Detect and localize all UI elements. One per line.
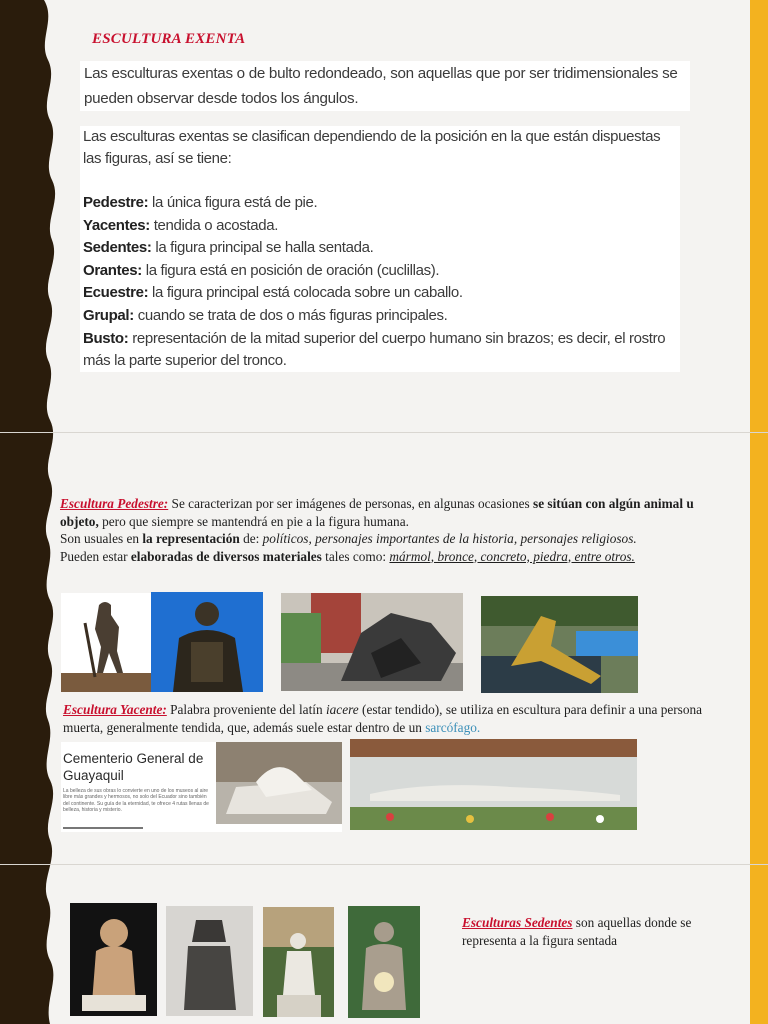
buddha-statue-image xyxy=(348,906,420,1018)
classification-item: Yacentes: tendida o acostada. xyxy=(83,216,279,234)
slide-divider xyxy=(0,432,768,433)
seated-scribe-image xyxy=(70,903,157,1016)
bolivar-statue-image xyxy=(151,592,263,692)
classification-box xyxy=(80,126,680,372)
right-accent-band xyxy=(750,0,768,1024)
yacente-heading: Escultura Yacente: xyxy=(63,702,167,717)
classification-item: Pedestre: la única figura está de pie. xyxy=(83,194,318,211)
pedestre-statue-image xyxy=(61,593,151,692)
moses-statue-image xyxy=(263,907,334,1017)
left-decorative-band xyxy=(0,0,62,1024)
pedestre-heading: Escultura Pedestre: xyxy=(60,496,169,511)
classification-item: Sedentes: la figura principal se halla sentada. xyxy=(83,239,374,257)
sedentes-paragraph: Esculturas Sedentes son aquellas donde se representa a la figura sentada xyxy=(462,915,692,948)
cementerio-caption: La belleza de sus obras lo convierte en uno de los museos al aire libre más grandes y hermosos, no solo del Ecuador sino también del continente. Su guía de la eternidad, te ofrece 4 rutas llenas de belleza, historia y misterio. xyxy=(63,788,209,814)
monument-group-image xyxy=(281,593,463,691)
cementerio-card xyxy=(61,742,342,832)
pedestre-paragraph: Escultura Pedestre: Se caracterizan por ser imágenes de personas, en algunas ocasiones se sitúan con algún animal u objeto, pero que siempre se mantendrá en pie a la figura humana. Son usuales en la representación de: políticos, personajes importantes de la historia, personajes religiosos. Pueden estar elaboradas de diversos materiales tales como: mármol, bronce, concreto, piedra, entre otros. xyxy=(60,496,694,564)
classification-item: Busto: representación de la mitad superior del cuerpo humano sin brazos; es decir, el rostro más la parte superior del tronco. xyxy=(83,329,666,370)
page-title: ESCULTURA EXENTA xyxy=(92,31,246,47)
cementerio-title: Cementerio General de Guayaquil xyxy=(63,751,204,783)
definition-text: Las esculturas exentas o de bulto redondeado, son aquellas que por ser tridimensionales se pueden observar desde todos los ángulos. xyxy=(84,65,678,107)
classification-intro: Las esculturas exentas se clasifican dependiendo de la posición en la que están dispuestas las figuras, así se tiene: xyxy=(83,128,661,167)
classification-item: Grupal: cuando se trata de dos o más figuras principales. xyxy=(83,306,448,324)
definition-box xyxy=(80,61,690,111)
sarcofago-link[interactable]: sarcófago. xyxy=(425,719,481,735)
classification-item: Orantes: la figura está en posición de oración (cuclillas). xyxy=(83,261,440,279)
egyptian-statue-image xyxy=(166,906,253,1016)
sedentes-heading: Esculturas Sedentes xyxy=(462,915,573,930)
reclining-statue-image xyxy=(216,742,342,824)
yacente-paragraph: Escultura Yacente: Palabra proveniente del latín iacere (estar tendido), se utiliza en escultura para definir a una persona muerta, generalmente tendida, que, además suele estar dentro de un sarcófago. xyxy=(63,702,703,735)
classification-item: Ecuestre: la figura principal está colocada sobre un caballo. xyxy=(83,284,463,302)
slide-divider xyxy=(0,864,768,865)
bench-statue-image xyxy=(481,596,638,693)
glass-sarcophagus-image xyxy=(350,739,637,830)
